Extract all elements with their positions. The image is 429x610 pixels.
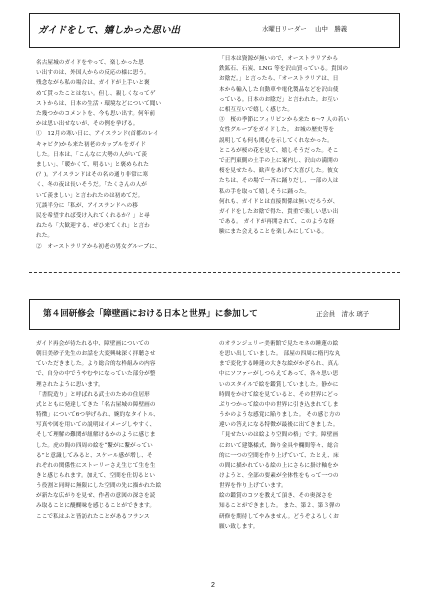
text-line: きと感じられます。加えて、空間を仕切るとい xyxy=(36,472,156,479)
text-line: 世界を作り上げています。 xyxy=(219,483,287,490)
text-line: 願い致します。 xyxy=(219,523,259,530)
text-line: ③ 桜の季節にフィリピンから来た 6～7 人の若い xyxy=(219,117,350,124)
text-line: 写真や図を用いての説明はイメージしやすく、 xyxy=(36,422,156,429)
text-line: 私の手を取って嬉しそうに踊った。 xyxy=(219,188,311,195)
text-line: 桜を見せたら、歓声をあげて大喜びした。彼女 xyxy=(219,168,339,175)
text-line: ましい」、｢暖かくて、明るい｣ と褒められた xyxy=(36,162,149,168)
text-line: ぷりつかって絵の中の世界に引き込まれてしま xyxy=(219,401,339,408)
text-line: み取ることに醍醐味を感じることができます。 xyxy=(36,503,156,510)
text-line: 本から輸入した自動車や電化製品などを沢山使 xyxy=(219,86,339,93)
text-line: めて貰ったことはない。但し、親しくなってゲ xyxy=(36,90,156,97)
text-line: に相互互いで嬉しく感じた。 xyxy=(219,107,294,113)
article-author: 水曜日リーダー 山中 勝義 xyxy=(262,25,348,33)
text-line: 民を希望すれば受け入れてくれるか？」と尋 xyxy=(36,213,150,219)
text-line: 中にソファーがしつらえてあって、各々思い思 xyxy=(219,371,339,378)
text-line: いて羨ましい｣ と言われたのは初めてだ。 xyxy=(36,192,144,199)
text-line: お陰だ。」と言ったら、「オーストラリアは、日 xyxy=(219,76,339,83)
text-line: キャビク)から来た初老のカップルをガイド xyxy=(36,141,147,148)
text-line: 鉄鉱石、石炭、LNG 等を沢山買っている。貴国の xyxy=(219,66,349,73)
text-line: た幾つかのコメントを、今も思い出す。何年前 xyxy=(36,111,156,117)
text-line: れぞれの関係性にストーリーさえ生じて生を生 xyxy=(36,462,156,469)
text-line: 「書院造り」と呼ばれる武士のための住居形 xyxy=(36,391,150,398)
text-line: を思い出していました。 部屋の四周に楕円な丸 xyxy=(219,351,341,358)
text-line: した。日本は、「こんなに大勢の人がいて羨 xyxy=(36,151,148,158)
text-line: 違いの答えになる特徴が最後に出てきました。 xyxy=(219,422,339,429)
text-line: 理されたように思います。 xyxy=(36,381,104,388)
article-title: ガイドをして、嬉しかった思い出 xyxy=(38,25,181,36)
text-line: が新たな広がりを見せ、作者の意図の深さを読 xyxy=(36,493,156,500)
article-title: 第４回研修会「障壁画における日本と世界」に参加して xyxy=(43,309,258,319)
text-line: く、冬の夜は長いそうだ。｢たくさんの人が xyxy=(36,182,147,189)
text-line: ていただきました。より総合的な枠組みの内容 xyxy=(36,361,156,368)
text-line: 絵の鑑賞のコツを教えて頂き、その奥深さを xyxy=(219,493,333,500)
text-line: 的に一つの空間を作り上げていて、たとえ、床 xyxy=(219,452,339,459)
text-line: まで変化する睡蓮の大きな絵がかざられ、真ん xyxy=(219,361,339,368)
text-line: 「日本は資源が無いので、オーストラリアから xyxy=(219,56,339,62)
text-line: のオランジェリー美術館で見たモネの睡蓮の絵 xyxy=(219,341,339,347)
text-line: うかのような感覚に陥りました。 その感じ方の xyxy=(219,412,341,419)
text-line: ① 12月の寒い日に、アイスランド(首都のレイ xyxy=(36,131,159,138)
text-line: 時間をかけて絵を見ていると、その世界にどっ xyxy=(219,391,339,398)
text-line: っている。日本のお陰だ」と言われた。お互い xyxy=(219,96,339,103)
text-line: 朝日美砂子先生のお話を大変興味深く拝聴させ xyxy=(36,351,156,358)
text-line: ② オーストラリアから初老の男女グループに、 xyxy=(36,243,161,250)
text-line: かは思い出せないが、その例を挙げる。 xyxy=(36,121,139,128)
text-line: である。 ガイドが再開されて、このような経 xyxy=(219,219,335,226)
text-line: ところが桜の花を見て、嬉しそうだった。そこ xyxy=(219,147,339,154)
text-line: れた。 xyxy=(36,233,54,240)
text-line: そして理解の難関が紐解けるかのように感じま xyxy=(36,432,156,439)
text-line: 冗談半分に「私が、アイスランドへの移 xyxy=(36,202,138,209)
text-line: で、自分の中でうやむやになっていた部分が整 xyxy=(36,371,156,378)
text-line: い出すのは、外国人からの反応の様に思う。 xyxy=(36,70,150,77)
text-line: した。虎の間の四周の絵を“繋がに繋がってい xyxy=(36,442,153,449)
text-line: 知ることができました。 また、第２、第３弾の xyxy=(219,503,341,510)
text-line: たちは、その場で一斉に踊りだし、一部の人は xyxy=(219,178,339,185)
text-line: ガイド再会が待たれる中、障壁画についての xyxy=(36,341,150,347)
text-line: 験にまた会えることを楽しみにしている。 xyxy=(219,229,328,236)
text-line: けようと、全部の要素が全体性をもって一つの xyxy=(219,472,339,479)
text-line: 女性グループをガイドした。 お城の歴史等を xyxy=(219,127,335,134)
text-line: いのスタイルで絵を鑑賞していました。静かに xyxy=(219,381,339,388)
text-line: ストからは、日本の生活・環境などについて聞い xyxy=(36,100,162,107)
text-line: 式とともに発達してきた「名古屋城の障壁画の xyxy=(36,401,156,408)
text-line: る”と意識してみると、スケール感が増し、そ xyxy=(36,452,153,459)
text-line: 何れも、ガイドとは直接関係は無いだろうが、 xyxy=(219,198,339,205)
text-line: 名古屋城のガイドをやって、楽しかった思 xyxy=(36,60,144,66)
text-line: ここで私はふと皆訪れたことがあるフランス xyxy=(36,513,150,520)
text-line: (？)。アイスランドはその名の通り非常に寒 xyxy=(36,172,149,179)
page-number: 2 xyxy=(211,582,215,589)
text-line: ねたら「大歓迎する、ぜひ来てくれ」と言わ xyxy=(36,223,150,230)
text-line: で正門東側の土手の上に案内し、沢山の満開の xyxy=(219,158,339,164)
section-divider xyxy=(29,272,400,273)
text-line: 説明しても何も関心を示してくれなかった。 xyxy=(219,137,333,144)
text-line: 残念ながら私の場合は、ガイドが上手いと褒 xyxy=(36,80,150,87)
article-author: 正会員 清水 璃子 xyxy=(316,310,370,318)
text-line: 研修を期待してやみません。どうぞよろしくお xyxy=(219,513,339,520)
text-line: 特徴」について6つ挙げられ、婉約なタイトル、 xyxy=(36,412,159,419)
text-line: の間に描かれている絵の上にさらに掛け軸をか xyxy=(219,462,339,469)
text-line: う役割と同時に無限にした空間の先に描かれた絵 xyxy=(36,483,162,490)
text-line: ガイドをしたお陰で得た、貴重で楽しい思い出 xyxy=(219,209,339,215)
text-line: において建築様式、飾り金具や欄間等々、総合 xyxy=(219,442,339,449)
text-line: 「見せたいのは絵より空間の格」です。障壁画 xyxy=(219,432,339,439)
